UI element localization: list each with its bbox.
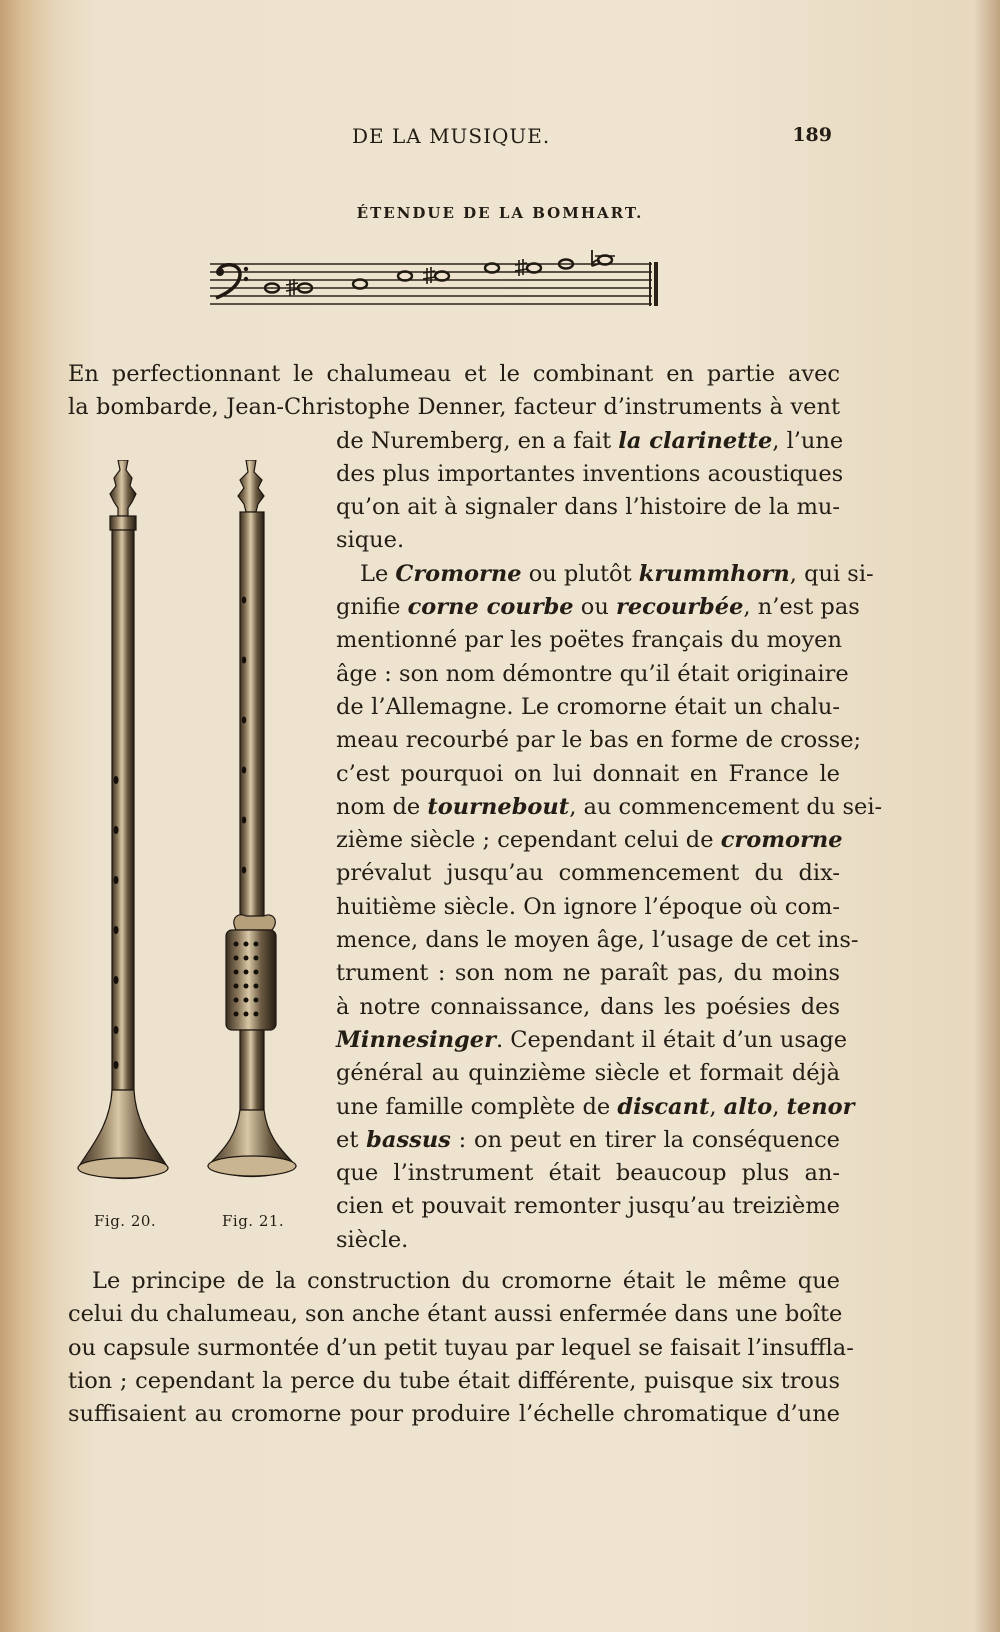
text-line: trument : son nom ne paraît pas, du moins — [336, 960, 840, 987]
text-line: nom de tournebout, au commencement du sei- — [336, 793, 883, 820]
staff-notes — [265, 256, 612, 293]
text-line: mentionné par les poëtes français du moyen — [336, 627, 842, 654]
example-title: ÉTENDUE DE LA BOMHART. — [356, 204, 644, 222]
text-line: zième siècle ; cependant celui de cromorne — [336, 827, 843, 854]
text-line: suffisaient au cromorne pour produire l’échelle chromatique d’une — [68, 1401, 840, 1428]
text-line: meau recourbé par le bas en forme de crosse; — [336, 727, 862, 754]
text-line: des plus importantes inventions acoustiques — [336, 460, 844, 487]
running-title: DE LA MUSIQUE. — [352, 124, 551, 148]
text-line: de Nuremberg, en a fait la clarinette, l’une — [336, 427, 844, 454]
text-line: général au quinzième siècle et formait déjà — [336, 1060, 840, 1087]
text-line: huitième siècle. On ignore l’époque où com- — [336, 893, 840, 920]
text-line: gnifie corne courbe ou recourbée, n’est pas — [336, 594, 860, 621]
running-head — [352, 124, 832, 154]
text-line: cien et pouvait remonter jusqu’au treizième — [336, 1193, 840, 1220]
text-line: tion ; cependant la perce du tube était différente, puisque six trous — [68, 1367, 840, 1394]
instrument-figures — [70, 460, 330, 1205]
text-line: c’est pourquoi on lui donnait en France le — [336, 760, 840, 787]
page-number: 189 — [792, 124, 832, 146]
page-edge — [972, 0, 1000, 1632]
figure-21-label: Fig. 21. — [222, 1212, 285, 1230]
figure-21-instrument — [208, 460, 296, 1177]
text-line: Le principe de la construction du cromorne était le même que — [92, 1268, 840, 1294]
paragraph-1-continued — [336, 425, 844, 558]
text-line: En perfectionnant le chalumeau et le combinant en partie avec — [68, 361, 840, 387]
paragraph-1 — [68, 358, 840, 425]
text-line: sique. — [336, 527, 405, 554]
figure-20-label: Fig. 20. — [94, 1212, 157, 1230]
text-line: ou capsule surmontée d’un petit tuyau par lequel se faisait l’insuffla- — [68, 1334, 854, 1361]
text-line: à notre connaissance, dans les poésies des — [336, 993, 840, 1020]
text-line: qu’on ait à signaler dans l’histoire de la mu- — [336, 494, 840, 521]
text-line: et bassus : on peut en tirer la conséquence — [336, 1126, 840, 1153]
paragraph-2 — [336, 558, 883, 1257]
text-line: de l’Allemagne. Le cromorne était un chalu- — [336, 693, 840, 720]
text-line: une famille complète de discant, alto, tenor — [336, 1093, 855, 1120]
text-line: siècle. — [336, 1226, 409, 1253]
text-line: la bombarde, Jean-Christophe Denner, facteur d’instruments à vent — [68, 394, 840, 421]
bass-clef-icon — [216, 265, 248, 298]
music-staff — [210, 250, 660, 310]
paragraph-3 — [68, 1265, 854, 1431]
text-line: que l’instrument était beaucoup plus an- — [336, 1160, 840, 1187]
text-line: Le Cromorne ou plutôt krummhorn, qui si- — [360, 560, 874, 587]
figure-20-instrument — [78, 460, 168, 1179]
text-line: prévalut jusqu’au commencement du dix- — [336, 860, 840, 887]
text-line: mence, dans le moyen âge, l’usage de cet ins- — [336, 927, 859, 954]
text-line: celui du chalumeau, son anche étant aussi enfermée dans une boîte — [68, 1301, 843, 1328]
text-line: âge : son nom démontre qu’il était originaire — [336, 660, 849, 687]
text-line: Minnesinger. Cependant il était d’un usage — [336, 1026, 848, 1053]
